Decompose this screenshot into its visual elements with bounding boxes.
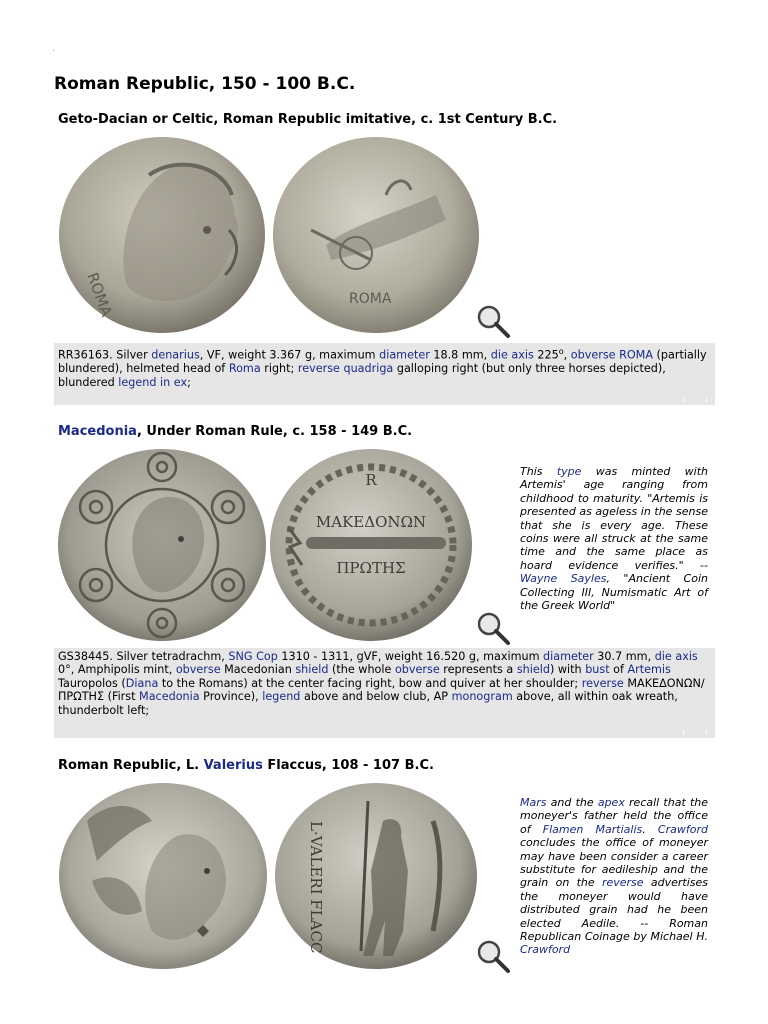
link-obverse[interactable]: obverse bbox=[394, 663, 440, 677]
coin-2-reverse-image[interactable] bbox=[268, 447, 474, 643]
link-legend-in-ex[interactable]: legend in ex bbox=[118, 375, 188, 389]
coin-1-obverse-image[interactable] bbox=[57, 135, 267, 335]
link-type[interactable]: type bbox=[556, 465, 582, 478]
link-reverse[interactable]: reverse bbox=[601, 876, 644, 890]
section-1-title: Geto-Dacian or Celtic, Roman Republic imitative, c. 1st Century B.C. bbox=[58, 112, 558, 127]
link-die-axis[interactable]: die axis bbox=[490, 348, 534, 362]
link-die-axis[interactable]: die axis bbox=[654, 650, 698, 663]
coin-2-obverse-image[interactable] bbox=[56, 447, 268, 643]
coin-1-obverse-legend: ROMA bbox=[83, 270, 116, 320]
link-mars[interactable]: Mars bbox=[520, 796, 547, 809]
corner-mark bbox=[683, 731, 707, 735]
section-3-title: Roman Republic, L. Valerius Flaccus, 108 - 107 B.C. bbox=[58, 758, 434, 773]
link-obverse[interactable]: obverse bbox=[175, 663, 221, 677]
link-shield[interactable]: shield bbox=[516, 663, 550, 677]
link-macedonia[interactable]: Macedonia bbox=[139, 690, 200, 704]
link-wayne-sayles[interactable]: Wayne Sayles bbox=[520, 572, 607, 586]
link-sng-cop[interactable]: SNG Cop bbox=[228, 650, 278, 663]
page-title: Roman Republic, 150 - 100 B.C. bbox=[54, 74, 356, 94]
link-roma[interactable]: Roma bbox=[228, 362, 261, 376]
coin-1-reverse-legend: ROMA bbox=[349, 291, 392, 307]
link-crawford[interactable]: Crawford bbox=[657, 822, 708, 836]
coin-1-reverse-image[interactable] bbox=[271, 135, 481, 335]
coin-2-description: GS38445. Silver tetradrachm, SNG Cop 1310 - 1311, gVF, weight 16.520 g, maximum diameter 30.7 mm, die axis 0°, Amphipolis mint, obverse Macedonian shield (the whole obverse represents a shield) with bust of Artemis Tauropolos (Diana to the Romans) at the center facing right, bow and quiver at her shoulder; reverse ΜΑΚΕΔΟΝΩΝ/ΠΡΩΤΗΣ (First Macedonia Province), legend above and below club, AP monogram above, all within oak wreath, thunderbolt left; bbox=[54, 648, 715, 738]
coin-2-reverse-legend-top: ΜΑΚΕΔΟΝΩΝ bbox=[315, 513, 427, 531]
link-obverse-roma[interactable]: obverse ROMA bbox=[570, 348, 653, 362]
coin-3-reverse-image[interactable] bbox=[273, 781, 479, 971]
link-reverse[interactable]: reverse bbox=[581, 676, 624, 690]
link-apex[interactable]: apex bbox=[597, 796, 625, 809]
link-monogram[interactable]: monogram bbox=[451, 690, 513, 704]
link-diana[interactable]: Diana bbox=[125, 676, 159, 690]
coin-3-side-note: Mars and the apex recall that the moneyer's father held the office of Flamen Martialis. Crawford concludes the office of moneyer may have been consider a career substitute for aedileship and the grain on the reverse advertises the moneyer would have distributed grain had he been elected Aedile. -- Roman Republican Coinage by Michael H. Crawford bbox=[520, 796, 708, 957]
link-reverse-quadriga[interactable]: reverse quadriga bbox=[297, 362, 394, 376]
link-crawford[interactable]: Crawford bbox=[520, 943, 571, 957]
section-2-title: Macedonia, Under Roman Rule, c. 158 - 149 B.C. bbox=[58, 424, 413, 439]
link-macedonia-title[interactable]: Macedonia bbox=[58, 424, 137, 439]
coin-2-side-note: This type was minted with Artemis' age ranging from childhood to maturity. "Artemis is presented as ageless in the sense that she is every age. These coins were all struck at the same time and the same place as hoard evidence verifies." -- Wayne Sayles, "Ancient Coin Collecting III, Numismatic Art of the Greek World" bbox=[520, 465, 708, 613]
link-shield[interactable]: shield bbox=[295, 663, 329, 677]
coin-3-obverse-image[interactable] bbox=[57, 781, 269, 971]
link-flamen-martialis[interactable]: Flamen Martialis bbox=[542, 822, 643, 836]
link-legend[interactable]: legend bbox=[262, 690, 301, 704]
link-artemis[interactable]: Artemis bbox=[627, 663, 671, 677]
coin-2-reverse-legend-bottom: ΠΡΩΤΗΣ bbox=[336, 559, 406, 577]
link-denarius[interactable]: denarius bbox=[151, 348, 200, 362]
coin-1-description: RR36163. Silver denarius, VF, weight 3.367 g, maximum diameter 18.8 mm, die axis 225$^o$, obverse ROMA (partially blundered), helmeted head of Roma right; reverse quadriga galloping right (but only three horses depicted), blundered legend in ex; bbox=[54, 343, 715, 405]
top-mark: . bbox=[52, 44, 55, 54]
coin-2-monogram: R bbox=[365, 471, 377, 489]
link-valerius[interactable]: Valerius bbox=[203, 758, 263, 773]
link-diameter[interactable]: diameter bbox=[543, 650, 594, 663]
magnify-icon[interactable] bbox=[475, 610, 511, 646]
corner-mark bbox=[683, 398, 707, 402]
coin-3-reverse-legend: L·VALERI FLACC bbox=[307, 821, 325, 954]
magnify-icon[interactable] bbox=[475, 303, 511, 339]
magnify-icon[interactable] bbox=[475, 938, 511, 974]
link-bust[interactable]: bust bbox=[585, 663, 610, 677]
link-diameter[interactable]: diameter bbox=[379, 348, 430, 362]
